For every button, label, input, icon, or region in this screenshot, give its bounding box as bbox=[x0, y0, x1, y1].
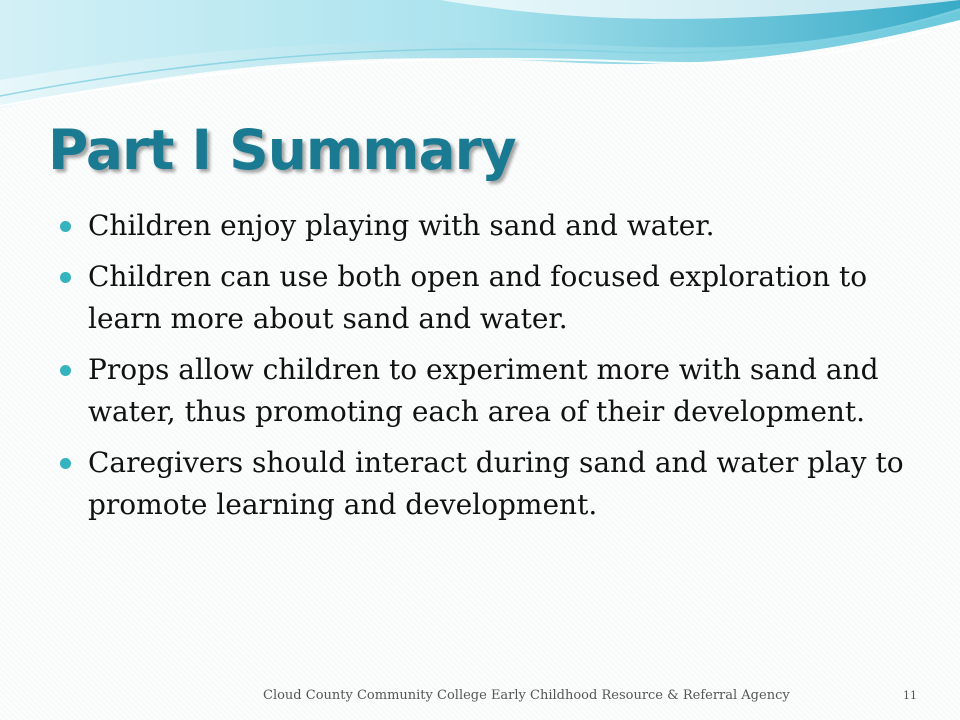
slide-title: Part I Summary bbox=[48, 118, 516, 182]
slide-number: 11 bbox=[903, 689, 917, 702]
bullet-item bbox=[60, 205, 920, 247]
bullet-item bbox=[60, 349, 920, 433]
header-wave-decoration bbox=[0, 0, 960, 120]
bullet-text: Children enjoy playing with sand and water. bbox=[88, 209, 715, 242]
bullet-text: Caregivers should interact during sand and water play to promote learning and development. bbox=[88, 446, 904, 521]
bullet-list bbox=[60, 205, 920, 535]
bullet-text: Children can use both open and focused exploration to learn more about sand and water. bbox=[88, 260, 868, 335]
bullet-dot-icon bbox=[60, 365, 71, 376]
bullet-item bbox=[60, 442, 920, 526]
bullet-dot-icon bbox=[60, 458, 71, 469]
slide-footer: Cloud County Community College Early Childhood Resource & Referral Agency bbox=[263, 688, 790, 703]
bullet-dot-icon bbox=[60, 221, 71, 232]
bullet-dot-icon bbox=[60, 272, 71, 283]
bullet-item bbox=[60, 256, 920, 340]
bullet-text: Props allow children to experiment more with sand and water, thus promoting each area of their development. bbox=[88, 353, 879, 428]
